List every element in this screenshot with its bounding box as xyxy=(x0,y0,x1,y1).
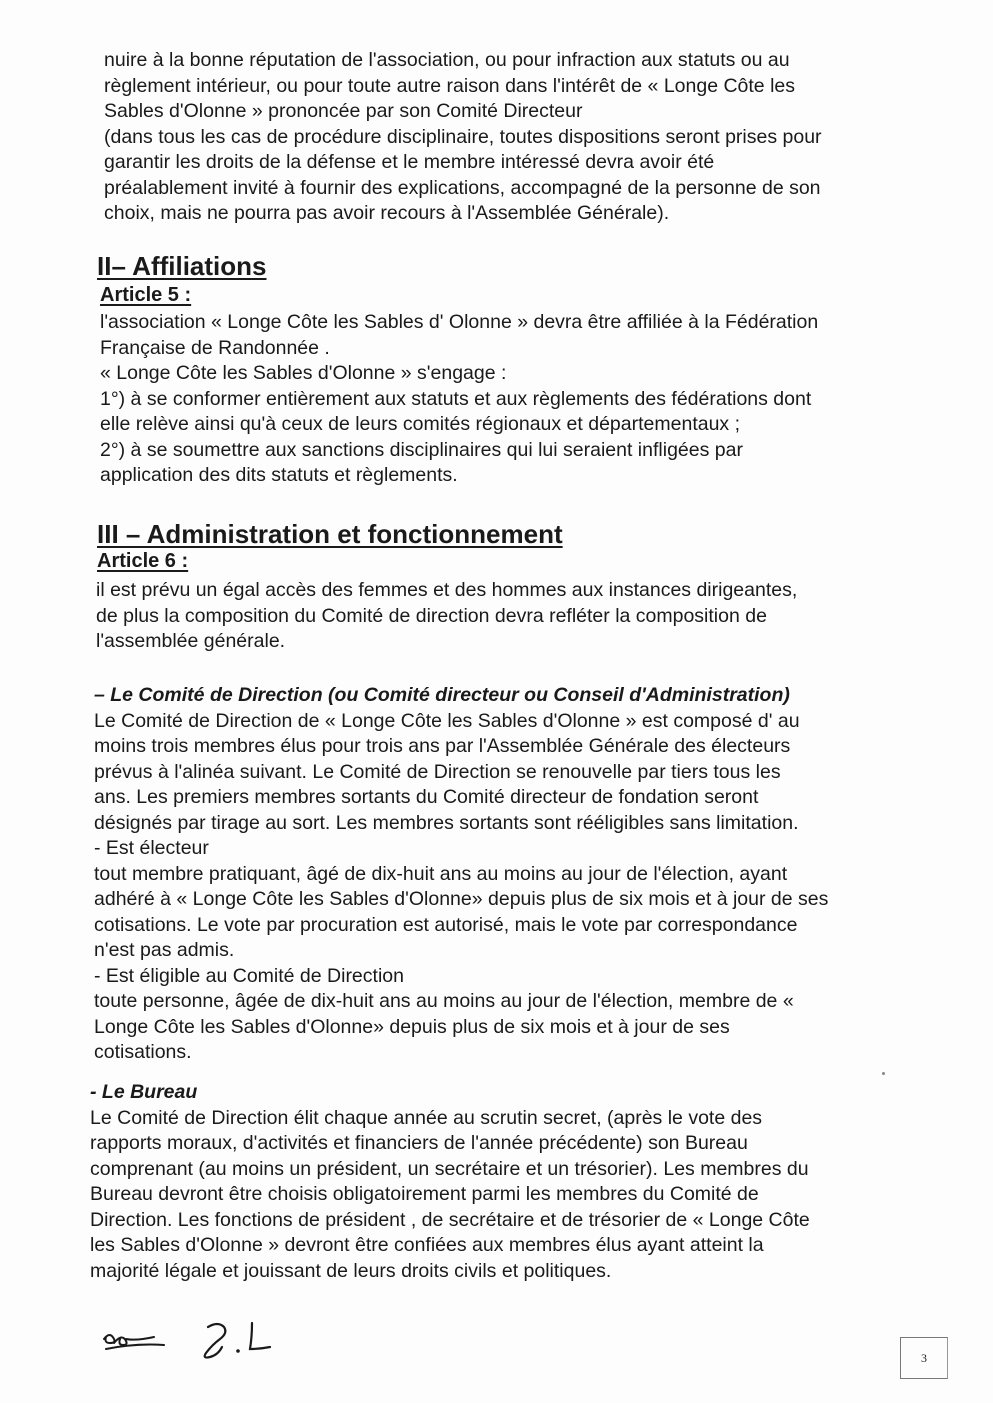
bureau-line: Direction. Les fonctions de président , de secrétaire et de trésorier de « Longe Côte xyxy=(90,1208,810,1231)
section-heading-administration: III – Administration et fonctionnement xyxy=(97,519,563,549)
comite-line: toute personne, âgée de dix-huit ans au moins au jour de l'élection, membre de « xyxy=(94,990,794,1012)
bureau-section xyxy=(90,1080,910,1284)
article-6-line: de plus la composition du Comité de direction devra refléter la composition de xyxy=(96,604,767,627)
bureau-line: Le Comité de Direction élit chaque année au scrutin secret, (après le vote des xyxy=(90,1106,763,1129)
article-6-line: l'assemblée générale. xyxy=(96,630,286,652)
comite-line: Le Comité de Direction de « Longe Côte les Sables d'Olonne » est composé d' au xyxy=(94,709,800,732)
comite-line: adhéré à « Longe Côte les Sables d'Olonne» depuis plus de six mois et à jour de ses xyxy=(94,888,829,910)
scan-speck xyxy=(882,1072,885,1075)
comite-line: Longe Côte les Sables d'Olonne» depuis plus de six mois et à jour de ses xyxy=(94,1015,730,1038)
article-5-line: Française de Randonnée . xyxy=(100,336,330,359)
intro-line: Sables d'Olonne » prononcée par son Comité Directeur xyxy=(104,100,583,122)
bureau-line: comprenant (au moins un président, un secrétaire et un trésorier). Les membres du xyxy=(90,1157,809,1180)
article-5-line: elle relève ainsi qu'à ceux de leurs comités régionaux et départementaux ; xyxy=(100,413,741,435)
comite-line: tout membre pratiquant, âgé de dix-huit ans au moins au jour de l'élection, ayant xyxy=(94,862,788,885)
article-6-line: il est prévu un égal accès des femmes et des hommes aux instances dirigeantes, xyxy=(96,579,798,601)
comite-line: - Est électeur xyxy=(94,837,209,859)
intro-paragraph xyxy=(104,48,924,227)
intro-line: nuire à la bonne réputation de l'association, ou pour infraction aux statuts ou au xyxy=(104,49,790,71)
intro-line: préalablement invité à fournir des explications, accompagné de la personne de son xyxy=(104,176,821,199)
article-6-label: Article 6 : xyxy=(97,550,189,572)
intro-line: règlement intérieur, ou pour toute autre raison dans l'intérêt de « Longe Côte les xyxy=(104,74,795,97)
comite-direction-section xyxy=(94,683,914,1066)
bureau-line: rapports moraux, d'activités et financiers de l'année précédente) son Bureau xyxy=(90,1132,748,1154)
comite-line: désignés par tirage au sort. Les membres sortants sont rééligibles sans limitation. xyxy=(94,811,799,834)
bureau-line: Bureau devront être choisis obligatoirement parmi les membres du Comité de xyxy=(90,1183,759,1205)
comite-direction-heading: – Le Comité de Direction (ou Comité directeur ou Conseil d'Administration) xyxy=(94,684,790,706)
comite-line: cotisations. Le vote par procuration est autorisé, mais le vote par correspondance xyxy=(94,913,798,936)
comite-line: cotisations. xyxy=(94,1041,192,1063)
comite-line: moins trois membres élus pour trois ans par l'Assemblée Générale des électeurs xyxy=(94,735,791,757)
article-5-body xyxy=(100,310,920,489)
article-5-line: 1°) à se conformer entièrement aux statuts et aux règlements des fédérations dont xyxy=(100,387,812,410)
comite-line: n'est pas admis. xyxy=(94,939,235,961)
article-5-line: 2°) à se soumettre aux sanctions disciplinaires qui lui seraient infligées par xyxy=(100,438,743,461)
article-6-intro xyxy=(96,578,916,655)
comite-line: prévus à l'alinéa suivant. Le Comité de Direction se renouvelle par tiers tous les xyxy=(94,760,781,783)
article-5-line: « Longe Côte les Sables d'Olonne » s'engage : xyxy=(100,362,507,384)
bureau-line: les Sables d'Olonne » devront être confiées aux membres élus ayant atteint la xyxy=(90,1234,764,1256)
article-5-line: application des dits statuts et règlements. xyxy=(100,464,458,486)
comite-line: ans. Les premiers membres sortants du Comité directeur de fondation seront xyxy=(94,786,759,808)
handwritten-initials xyxy=(100,1315,300,1365)
intro-line: choix, mais ne pourra pas avoir recours à l'Assemblée Générale). xyxy=(104,202,670,224)
bureau-line: majorité légale et jouissant de leurs droits civils et politiques. xyxy=(90,1259,612,1282)
page-number: 3 xyxy=(900,1337,948,1379)
section-heading-affiliations: II– Affiliations xyxy=(97,251,267,281)
intro-line: garantir les droits de la défense et le membre intéressé devra avoir été xyxy=(104,151,715,173)
article-5-label: Article 5 : xyxy=(100,284,192,306)
intro-line: (dans tous les cas de procédure disciplinaire, toutes dispositions seront prises pour xyxy=(104,125,822,148)
bureau-heading: - Le Bureau xyxy=(90,1081,198,1103)
comite-line: - Est éligible au Comité de Direction xyxy=(94,964,404,987)
article-5-line: l'association « Longe Côte les Sables d' Olonne » devra être affiliée à la Fédération xyxy=(100,311,819,333)
